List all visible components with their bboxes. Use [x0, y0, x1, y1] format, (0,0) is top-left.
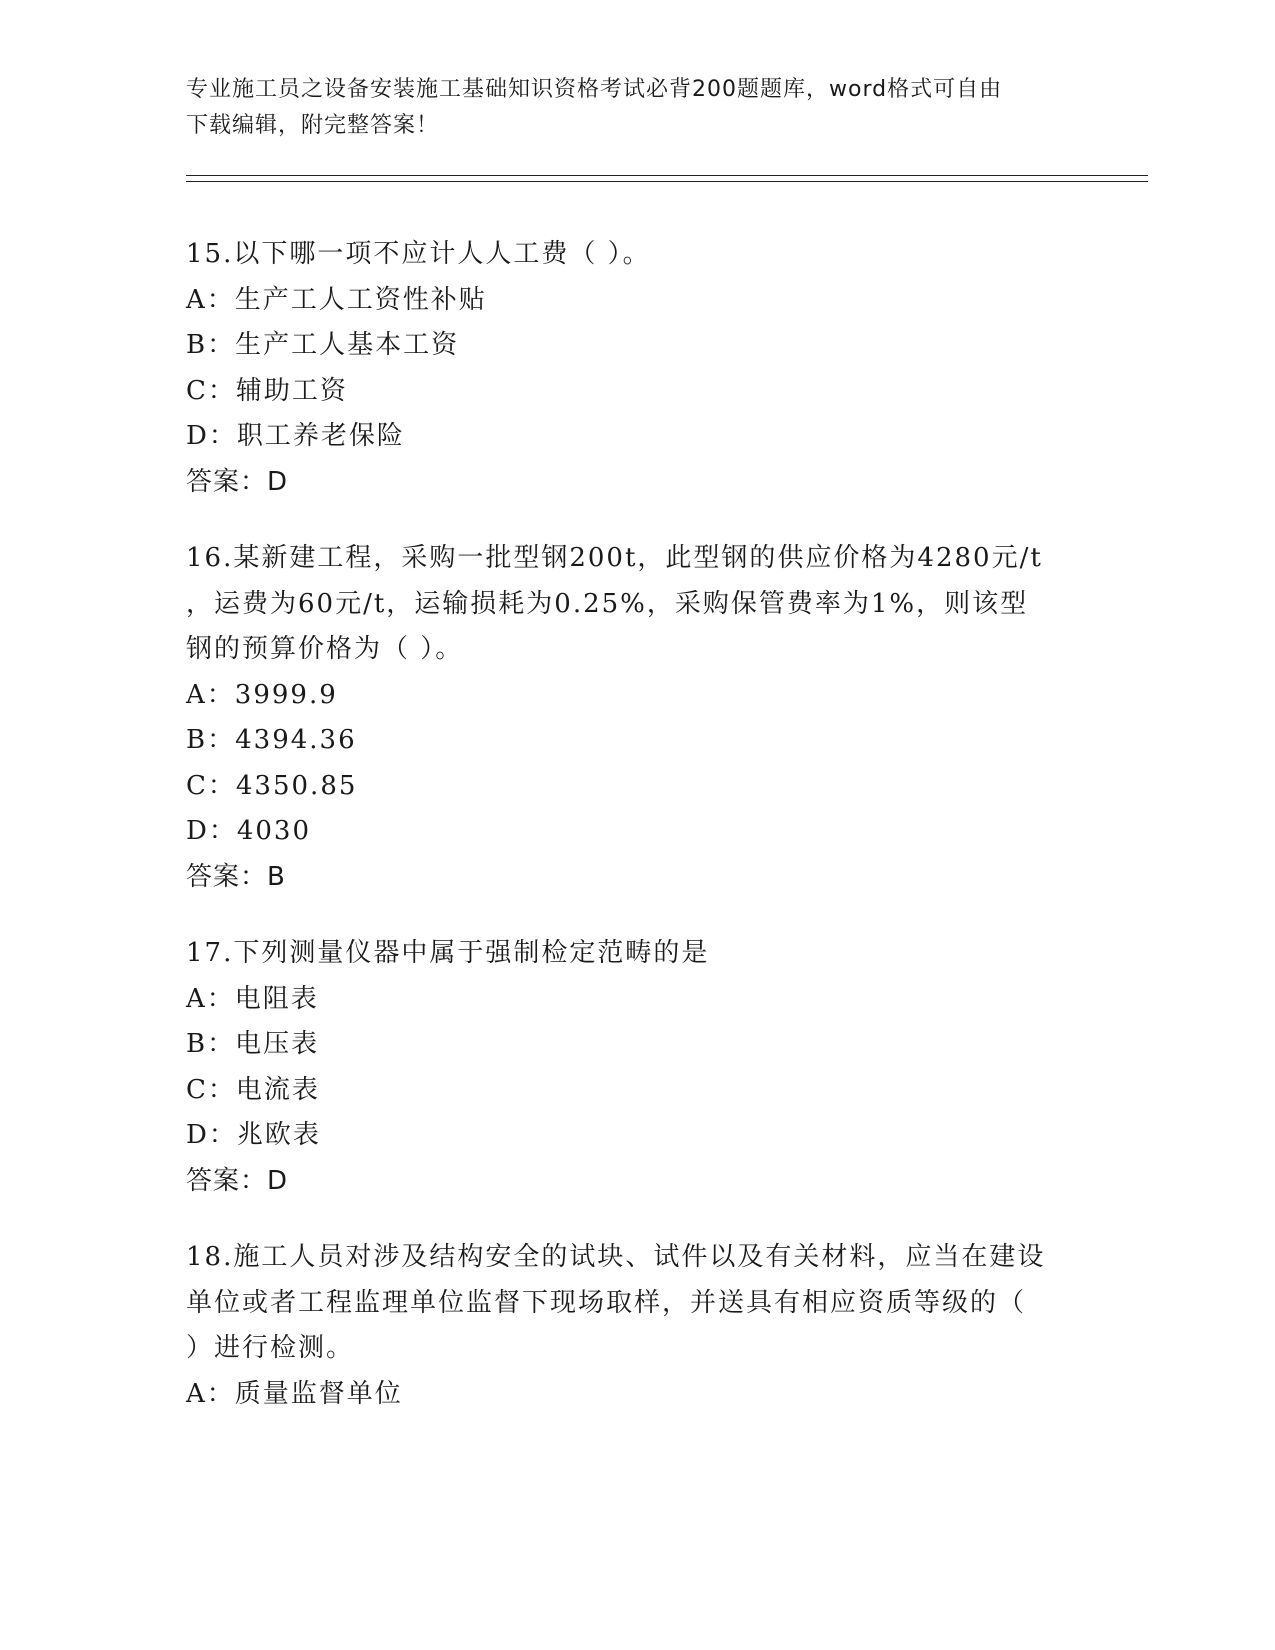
option-b: B：电压表: [186, 1029, 320, 1059]
header-divider-top: [186, 175, 1148, 176]
option-a: A：生产工人工资性补贴: [186, 284, 487, 315]
question-stem: 16.某新建工程，采购一批型钢200t，此型钢的供应价格为4280元/t: [186, 543, 1043, 573]
option-b: B：4394.36: [186, 725, 357, 755]
answer-line: 答案：B: [186, 861, 286, 892]
option-a: A：质量监督单位: [186, 1378, 403, 1409]
option-a: A：3999.9: [186, 679, 338, 710]
option-d: D：4030: [186, 816, 312, 846]
question-stem: ，运费为60元/t，运输损耗为0.25%，采购保管费率为1%，则该型: [186, 588, 1029, 619]
question-stem: 15.以下哪一项不应计人人工费（ ）。: [186, 239, 651, 269]
question-stem: 18.施工人员对涉及结构安全的试块、试件以及有关材料，应当在建设: [186, 1242, 1046, 1272]
header-title-line-1: 专业施工员之设备安装施工基础知识资格考试必背200题题库，word格式可自由: [186, 77, 1003, 102]
header-divider-bottom: [186, 181, 1148, 182]
header-title-line-2: 下载编辑，附完整答案！: [186, 113, 440, 138]
answer-line: 答案：D: [186, 466, 289, 497]
document-header: [186, 72, 1066, 144]
question-stem: 钢的预算价格为（ ）。: [186, 634, 464, 664]
option-c: C：4350.85: [186, 770, 358, 801]
option-d: D：兆欧表: [186, 1120, 321, 1150]
option-c: C：电流表: [186, 1074, 320, 1105]
option-d: D：职工养老保险: [186, 421, 405, 451]
question-stem: 17.下列测量仪器中属于强制检定范畴的是: [186, 938, 710, 968]
question-stem: ）进行检测。: [186, 1333, 355, 1363]
question-17: [186, 931, 1066, 1204]
option-a: A：电阻表: [186, 983, 319, 1014]
option-c: C：辅助工资: [186, 375, 348, 406]
question-16: [186, 536, 1066, 900]
answer-line: 答案：D: [186, 1165, 289, 1196]
option-b: B：生产工人基本工资: [186, 330, 460, 360]
question-15: [186, 232, 1066, 505]
question-18: [186, 1235, 1066, 1417]
question-stem: 单位或者工程监理单位监督下现场取样，并送具有相应资质等级的（: [186, 1287, 1027, 1318]
question-list: [186, 232, 1066, 1448]
